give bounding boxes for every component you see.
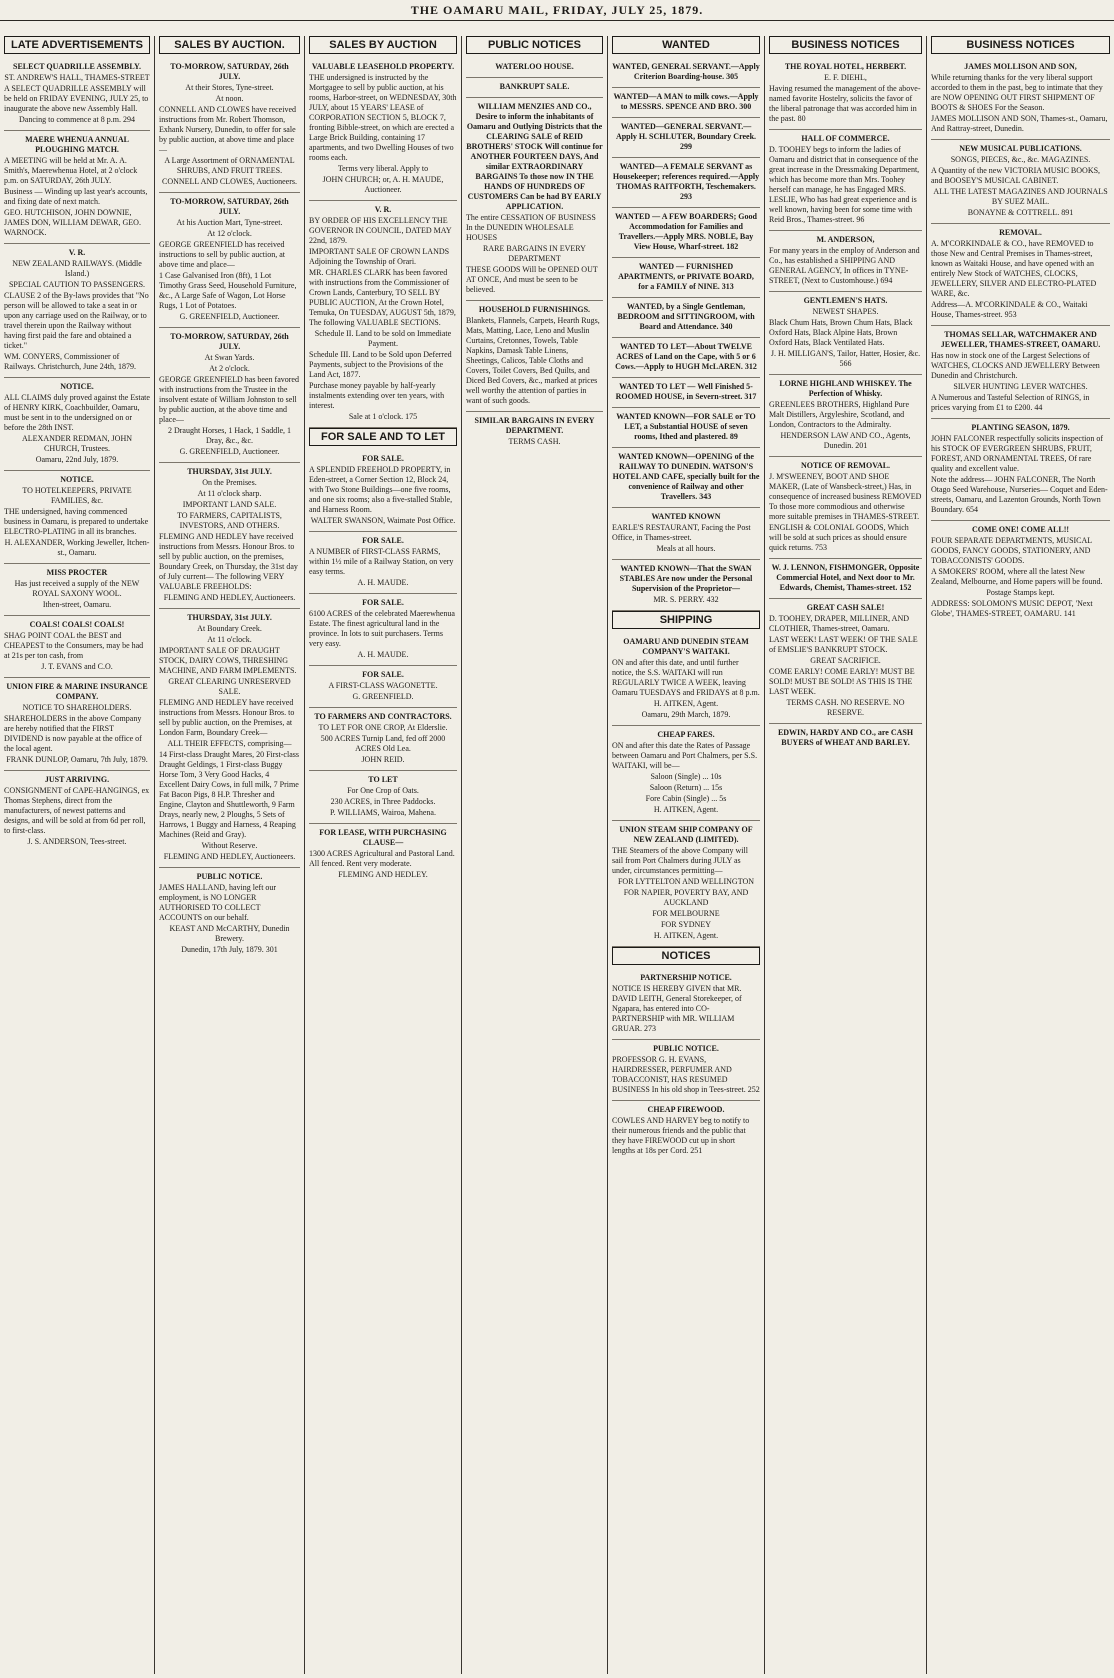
advertisement	[931, 58, 1110, 140]
advertisement	[612, 508, 760, 560]
ad-text: H. ALEXANDER, Working Jeweller, Itchen-st., Oamaru.	[4, 538, 150, 557]
ad-text: THE undersigned, having commenced business in Oamaru, is prepared to undertake ELECTRO-PLATING in all its branches.	[4, 507, 149, 536]
ad-text: GEO. HUTCHISON, JOHN DOWNIE, JAMES DON, WILLIAM DEWAR, GEO. WARNOCK.	[4, 208, 141, 237]
ad-text: COME EARLY! COME EARLY! MUST BE SOLD! MUST BE SOLD! AS THIS IS THE LAST WEEK.	[769, 667, 915, 696]
ad-text: At Boundary Creek.	[197, 624, 262, 633]
ad-text: THE undersigned is instructed by the Mortgagee to sell by public auction, at his rooms, Harbor-street, on WEDNESDAY, 30th JULY, about 15 YEARS' LEASE of CORPORATION SECTION 5, BLOCK 7, fronting Bibble-street, on which are erected a Large Brick Building, containing 17 apartments, and two Dwelling Houses of two rooms each.	[309, 73, 457, 162]
ad-text: THESE GOODS Will be OPENED OUT AT ONCE, And must be seen to be believed.	[466, 265, 598, 294]
ad-heading: FOR LEASE, WITH PURCHASING CLAUSE—	[319, 828, 447, 847]
advertisement	[309, 708, 457, 771]
ad-heading: V. R.	[374, 205, 392, 214]
ad-text: Address—A. M'CORKINDALE & CO., Waitaki House, Thames-street. 953	[931, 300, 1088, 319]
ad-heading: WANTED KNOWN—That the SWAN STABLES Are now under the Personal Supervision of the Proprietor—	[619, 564, 753, 593]
advertisement	[931, 140, 1110, 224]
advertisement	[159, 58, 300, 193]
ad-text: TO FARMERS, CAPITALISTS, INVESTORS, AND OTHERS.	[177, 511, 282, 530]
ad-heading: WANTED — FURNISHED APARTMENTS, or PRIVATE BOARD, for a FAMILY of NINE. 313	[618, 262, 754, 291]
ad-text: Fore Cabin (Single) ... 5s	[645, 794, 727, 803]
ad-heading: THOMAS SELLAR, WATCHMAKER AND JEWELLER, THAMES-STREET, OAMARU.	[940, 330, 1101, 349]
advertisement	[931, 224, 1110, 326]
ad-text: Postage Stamps kept.	[986, 588, 1055, 597]
ad-heading: UNION FIRE & MARINE INSURANCE COMPANY.	[6, 682, 148, 701]
ad-text: FOR SYDNEY	[660, 920, 711, 929]
column-business-notices-2	[927, 36, 1114, 1674]
ad-text: Dunedin, 17th July, 1879. 301	[181, 945, 278, 954]
ad-text: Oamaru, 22nd July, 1879.	[35, 455, 119, 464]
ad-text: SHAG POINT COAL the BEST and CHEAPEST to the Consumers, may be had at 21s per ton cash, from	[4, 631, 144, 660]
ad-heading: NOTICE.	[60, 382, 94, 391]
advertisement	[4, 678, 150, 771]
ad-text: LAST WEEK! LAST WEEK! OF THE SALE of EMSLIE'S BANKRUPT STOCK.	[769, 635, 918, 654]
ad-heading: FOR SALE.	[362, 670, 404, 679]
advertisement	[769, 130, 922, 231]
advertisement	[612, 1040, 760, 1101]
ad-heading: COME ONE! COME ALL!!	[971, 525, 1070, 534]
ad-text: Blankets, Flannels, Carpets, Hearth Rugs, Mats, Matting, Lace, Leno and Muslin Curtains, Cretonnes, Towels, Table Napkins, Damask Table Linens, Sheetings, Calicos, Table Cloths and Covers, Toilet Covers, Bed Quilts, and Diced Bed Covers, &c., marked at prices well worthy the attention of parties in want of such goods.	[466, 316, 600, 405]
ad-text: Schedule III. Land to be Sold upon Deferred Payments, subject to the Provisions of the Land Act, 1877.	[309, 350, 452, 379]
ad-text: JAMES HALLAND, having left our employment, is NO LONGER AUTHORISED TO COLLECT ACCOUNTS on our behalf.	[159, 883, 277, 922]
ad-text: Note the address— JOHN FALCONER, The North Otago Seed Warehouse, Nurseries— Coquet and Eden-streets, Oamaru, and Lazenton Grounds, North Town Boundary. 654	[931, 475, 1108, 514]
advertisement	[159, 609, 300, 868]
ad-heading: CHEAP FIREWOOD.	[647, 1105, 725, 1114]
advertisement	[612, 298, 760, 338]
ad-text: TERMS CASH.	[508, 437, 561, 446]
ad-text: Schedule II. Land to be sold on Immediate Payment.	[314, 329, 452, 348]
advertisement	[309, 666, 457, 708]
ad-text: ALL CLAIMS duly proved against the Estate of HENRY KIRK, Coachbuilder, Oamaru, must be sent in to the undersigned on or before the 28th INST.	[4, 393, 150, 432]
advertisement	[931, 521, 1110, 624]
advertisement	[612, 338, 760, 378]
ad-text: A SELECT QUADRILLE ASSEMBLY will be held on FRIDAY EVENING, JULY 25, to inaugurate the above new Assembly Hall.	[4, 84, 149, 113]
advertisement	[309, 58, 457, 201]
ad-heading: WANTED—A FEMALE SERVANT as Housekeeper; references required.—Apply THOMAS RAITFORTH, Teschemakers. 293	[612, 162, 760, 201]
ad-heading: THURSDAY, 31st JULY.	[187, 467, 272, 476]
advertisement	[4, 564, 150, 616]
ad-text: P. WILLIAMS, Wairoa, Mahena.	[330, 808, 436, 817]
advertisement	[769, 724, 922, 753]
ad-text: A. H. MAUDE.	[357, 650, 409, 659]
ad-heading: FOR SALE.	[362, 536, 404, 545]
ad-text: MR. S. PERRY. 432	[653, 595, 719, 604]
ad-heading: TO-MORROW, SATURDAY, 26th JULY.	[170, 197, 289, 216]
ad-text: J. H. MILLIGAN'S, Tailor, Hatter, Hosier, &c. 566	[770, 349, 921, 368]
ad-text: 2 Draught Horses, 1 Hack, 1 Saddle, 1 Dray, &c., &c.	[167, 426, 292, 445]
ad-text: Saloon (Return) ... 15s	[649, 783, 723, 792]
column-header: BUSINESS NOTICES	[769, 36, 922, 54]
ad-text: FLEMING AND HEDLEY have received instructions from Messrs. Honour Bros. to sell by public auction, on the Premises, at London Farm, Boundary Creek—	[159, 698, 295, 737]
ad-text: GREENLEES BROTHERS, Highland Pure Malt Distillers, Argyleshire, Scotland, and London, Contractors to the Admiralty.	[769, 400, 909, 429]
ad-heading: WANTED KNOWN—OPENING of the RAILWAY TO DUNEDIN. WATSON'S HOTEL AND CAFE, specially built for the convenience of Railway and other Travellers. 343	[612, 452, 760, 501]
advertisement	[612, 258, 760, 298]
ad-heading: GREAT CASH SALE!	[806, 603, 885, 612]
ad-text: TO LET FOR ONE CROP, At Elderslie.	[318, 723, 448, 732]
ad-heading: COALS! COALS! COALS!	[29, 620, 125, 629]
advertisement	[931, 326, 1110, 419]
column-late-advertisements	[0, 36, 155, 1674]
ad-heading: HOUSEHOLD FURNISHINGS.	[478, 305, 591, 314]
advertisement	[769, 457, 922, 559]
ad-text: CLAUSE 2 of the By-laws provides that "No person will be allowed to take a seat in or upon any carriage used on the Railway, or to travel therein upon the Railway without having first paid the fare and obtained a ticket."	[4, 291, 149, 350]
ad-text: JOHN FALCONER respectfully solicits inspection of his STOCK OF EVERGREEN SHRUBS, FRUIT, FOREST, AND ORNAMENTAL TREES, Of rare quality and excellent value.	[931, 434, 1104, 473]
advertisement	[309, 532, 457, 594]
ad-heading: NEW MUSICAL PUBLICATIONS.	[959, 144, 1082, 153]
ad-text: FOUR SEPARATE DEPARTMENTS, MUSICAL GOODS, FANCY GOODS, STATIONERY, AND TOBACCONISTS' GOODS.	[931, 536, 1092, 565]
advertisement	[309, 594, 457, 666]
ad-text: BONAYNE & COTTRELL. 891	[967, 208, 1074, 217]
ad-text: G. GREENFIELD, Auctioneer.	[179, 447, 280, 456]
advertisement	[612, 408, 760, 448]
advertisement	[4, 131, 150, 244]
advertisement	[159, 868, 300, 960]
ad-heading: WANTED—GENERAL SERVANT.—Apply H. SCHLUTER, Boundary Creek. 299	[615, 122, 757, 151]
ad-heading: FOR SALE.	[362, 454, 404, 463]
advertisement	[612, 58, 760, 88]
advertisement	[4, 771, 150, 852]
ad-text: At 11 o'clock sharp.	[197, 489, 262, 498]
ad-text: A FIRST-CLASS WAGONETTE.	[328, 681, 438, 690]
advertisement	[612, 726, 760, 821]
ad-text: For many years in the employ of Anderson and Co., has established a SHIPPING AND GENERAL AGENCY, In offices in TYNE-STREET, (Next to Customhouse.) 694	[769, 246, 920, 285]
advertisement	[769, 231, 922, 292]
ad-heading: LORNE HIGHLAND WHISKEY. The Perfection of Whisky.	[779, 379, 912, 398]
ad-text: FLEMING AND HEDLEY have received instructions from Messrs. Honour Bros. to sell by public auction, on the premises, Boundary Creek, on Thursday, the 31st day of July current— The following VERY VALUABLE FREEHOLDS:	[159, 532, 298, 591]
advertisement	[466, 78, 603, 98]
ad-heading: REMOVAL.	[999, 228, 1042, 237]
ad-text: NEWEST SHAPES.	[812, 307, 879, 316]
ad-heading: PUBLIC NOTICE.	[653, 1044, 719, 1053]
ad-text: A. M'CORKINDALE & CO., have REMOVED to those New and Central Premises in Thames-street, known as Waitaki House, and have opened with an entirely New Stock of WATCHES, CLOCKS, JEWELLERY, SILVER AND ELECTRO-PLATED WARE, &c.	[931, 239, 1097, 298]
ad-text: RARE BARGAINS IN EVERY DEPARTMENT	[483, 244, 586, 263]
ad-text: COWLES AND HARVEY beg to notify to their numerous friends and the public that they have FIREWOOD cut up in short lengths at 18s per Cord. 251	[612, 1116, 750, 1155]
ad-text: D. TOOHEY, DRAPER, MILLINER, AND CLOTHIER, Thames-street, Oamaru.	[769, 614, 910, 633]
ad-heading: WANTED—A MAN to milk cows.—Apply to MESSRS. SPENCE AND BRO. 300	[613, 92, 759, 111]
ad-text: WM. CONYERS, Commissioner of Railways. Christchurch, June 24th, 1879.	[4, 352, 136, 371]
ad-text: CONSIGNMENT of CAPE-HANGINGS, ex Thomas Stephens, direct from the manufacturers, of newest patterns and designs, and will be sold at from 6d per roll, to first-class.	[4, 786, 150, 835]
advertisement	[466, 98, 603, 301]
column-sales-by-auction-1	[155, 36, 305, 1674]
ad-heading: TO-MORROW, SATURDAY, 26th JULY.	[170, 62, 289, 81]
ad-text: H. AITKEN, Agent.	[653, 805, 719, 814]
ad-text: JOHN CHURCH; or, A. H. MAUDE, Auctioneer.	[322, 175, 444, 194]
ad-text: IMPORTANT LAND SALE.	[182, 500, 277, 509]
ad-text: At 12 o'clock.	[207, 229, 252, 238]
advertisement	[466, 58, 603, 78]
ad-text: BY ORDER OF HIS EXCELLENCY THE GOVERNOR IN COUNCIL, DATED MAY 22nd, 1879.	[309, 216, 452, 245]
ad-heading: NOTICE.	[60, 475, 94, 484]
ad-text: FRANK DUNLOP, Oamaru, 7th July, 1879.	[6, 755, 148, 764]
column-header: PUBLIC NOTICES	[466, 36, 603, 54]
ad-text: FOR LYTTELTON AND WELLINGTON	[617, 877, 754, 886]
ad-heading: W. J. LENNON, FISHMONGER, Opposite Commercial Hotel, and Next door to Mr. Edwards, Chemist, Thames-street. 152	[771, 563, 920, 592]
ad-text: KEAST AND McCARTHY, Dunedin Brewery.	[169, 924, 290, 943]
ad-text: Dancing to commence at 8 p.m. 294	[19, 115, 135, 124]
ad-heading: WANTED, by a Single Gentleman, BEDROOM and SITTINGROOM, with Board and Attendance. 340	[617, 302, 755, 331]
ad-text: GREAT SACRIFICE.	[810, 656, 881, 665]
ad-text: At their Stores, Tyne-street.	[185, 83, 274, 92]
ad-heading: OAMARU AND DUNEDIN STEAM COMPANY'S WAITAKI.	[623, 637, 749, 656]
ad-text: Terms very liberal. Apply to	[337, 164, 429, 173]
ad-heading: PARTNERSHIP NOTICE.	[640, 973, 732, 982]
advertisement	[612, 560, 760, 611]
ad-text: D. TOOHEY begs to inform the ladies of Oamaru and district that in consequence of the great increase in the Dressmaking Department, which has become more than Mrs. Toohey herself can manage, he has Engaged MRS. LESLIE, Who has had great experience and is well known, having been for some time with Reid Bros., Thames-street. 96	[769, 145, 920, 224]
ad-text: At noon.	[215, 94, 244, 103]
ad-text: 14 First-class Draught Mares, 20 First-class Draught Geldings, 1 First-class Buggy Horse Tom, 3 Very Good Hacks, 4 Excellent Dairy Cows, in full milk, 7 Prime Fat Bacon Pigs, 8 H.P. Thresher and Engine, Clayton and Shuttleworth, 9 Farm Drays, nearly new, 2 Ploughs, 5 Sets of Harrows, 1 Buggy and Harness, 4 Reaping Machines (Reid and Gray).	[159, 750, 299, 839]
ad-text: ALL THEIR EFFECTS, comprising—	[167, 739, 292, 748]
ad-text: H. AITKEN, Agent.	[653, 699, 719, 708]
advertisement	[769, 559, 922, 599]
ad-heading: HALL OF COMMERCE.	[801, 134, 890, 143]
ad-heading: MISS PROCTER	[46, 568, 108, 577]
advertisement	[309, 201, 457, 428]
ad-text: Purchase money payable by half-yearly instalments extending over ten years, with interest.	[309, 381, 445, 410]
column-sales-by-auction-2	[305, 36, 462, 1674]
ad-text: 1 Case Galvanised Iron (8ft), 1 Lot Timothy Grass Seed, Household Furniture, &c., A Large Safe of Wagon, Lot Horse Rugs, 1 Lot of Potatoes.	[159, 271, 297, 310]
advertisement	[159, 193, 300, 328]
column-header: LATE ADVERTISEMENTS	[4, 36, 150, 54]
ad-heading: BANKRUPT SALE.	[499, 82, 570, 91]
ad-text: SPECIAL CAUTION TO PASSENGERS.	[8, 280, 146, 289]
ad-heading: WANTED KNOWN—FOR SALE or TO LET, a Substantial HOUSE of seven rooms, Ithed and plastered. 89	[616, 412, 756, 441]
ad-heading: WANTED TO LET—About TWELVE ACRES of Land on the Cape, with 5 or 6 Cows.—Apply to HUGH McLAREN. 312	[615, 342, 757, 371]
advertisement	[612, 378, 760, 408]
advertisement	[309, 450, 457, 532]
ad-text: J. T. EVANS and C.O.	[41, 662, 113, 671]
ad-text: G. GREENFIELD.	[352, 692, 414, 701]
ad-heading: THURSDAY, 31st JULY.	[187, 613, 272, 622]
ad-text: Meals at all hours.	[656, 544, 716, 553]
ad-text: THE Steamers of the above Company will sail from Port Chalmers during JULY as under, circumstances permitting—	[612, 846, 748, 875]
masthead	[0, 0, 1114, 21]
ad-text: Ithen-street, Oamaru.	[42, 600, 112, 609]
ad-heading: EDWIN, HARDY AND CO., are CASH BUYERS of WHEAT AND BARLEY.	[777, 728, 914, 747]
ad-text: Having resumed the management of the above-named favorite Hostelry, solicits the favor of the liberal patronage that was accorded him in the past. 80	[769, 84, 921, 123]
ad-heading: GENTLEMEN'S HATS.	[803, 296, 888, 305]
ad-text: ENGLISH & COLONIAL GOODS, Which will be sold at such prices as should ensure quick returns. 753	[769, 523, 909, 552]
advertisement	[769, 58, 922, 130]
advertisement	[4, 471, 150, 564]
ad-text: ALL THE LATEST MAGAZINES AND JOURNALS BY SUEZ MAIL.	[933, 187, 1108, 206]
ad-text: TERMS CASH. NO RESERVE. NO RESERVE.	[786, 698, 905, 717]
advertisement	[466, 301, 603, 412]
ad-heading: WANTED, GENERAL SERVANT.—Apply Criterion Boarding-house. 305	[612, 62, 760, 81]
ad-text: A SPLENDID FREEHOLD PROPERTY, in Eden-street, a Corner Section 12, Block 24, with Two Stone Buildings—one five rooms, and one six rooms; also a five-stalled Stable, and Harness Room.	[309, 465, 453, 514]
masthead-title: THE OAMARU MAIL, FRIDAY, JULY 25, 1879.	[410, 2, 704, 17]
columns	[0, 36, 1114, 1674]
ad-text: The entire CESSATION OF BUSINESS In the DUNEDIN WHOLESALE HOUSES	[466, 213, 596, 242]
advertisement	[612, 1101, 760, 1161]
ad-text: Has now in stock one of the Largest Selections of WATCHES, CLOCKS AND JEWELLERY Between Dunedin and Christchurch.	[931, 351, 1100, 380]
ad-text: On the Premises.	[202, 478, 257, 487]
advertisement	[309, 771, 457, 824]
advertisement	[159, 463, 300, 609]
ad-text: GREAT CLEARING UNRESERVED SALE.	[168, 677, 291, 696]
ad-text: A Large Assortment of ORNAMENTAL SHRUBS, AND FRUIT TREES.	[164, 156, 295, 175]
ad-text: A. H. MAUDE.	[357, 578, 409, 587]
ad-text: JAMES MOLLISON AND SON, Thames-st., Oamaru, And Rattray-street, Dunedin.	[931, 114, 1108, 133]
ad-heading: PUBLIC NOTICE.	[196, 872, 263, 881]
ad-text: FOR NAPIER, POVERTY BAY, AND AUCKLAND	[623, 888, 749, 907]
ad-text: At 11 o'clock.	[207, 635, 252, 644]
ad-text: TO HOTELKEEPERS, PRIVATE FAMILIES, &c.	[22, 486, 132, 505]
ad-text: Black Chum Hats, Brown Chum Hats, Black Oxford Hats, Black Alpine Hats, Brown Oxford Hats, Black Ventilated Hats.	[769, 318, 913, 347]
column-header: SHIPPING	[612, 611, 760, 629]
ad-text: ST. ANDREW'S HALL, THAMES-STREET	[4, 73, 150, 82]
ad-heading: JUST ARRIVING.	[44, 775, 110, 784]
column-header: BUSINESS NOTICES	[931, 36, 1110, 54]
ad-text: H. AITKEN, Agent.	[653, 931, 719, 940]
ad-text: Has just received a supply of the NEW ROYAL SAXONY WOOL.	[14, 579, 140, 598]
ad-heading: WANTED — A FEW BOARDERS; Good Accommodation for Families and Travellers.—Apply MRS. NOBLE, Bay View House, Wharf-street. 182	[615, 212, 757, 251]
ad-heading: WANTED TO LET — Well Finished 5-ROOMED HOUSE, in Severn-street. 317	[615, 382, 757, 401]
ad-heading: PLANTING SEASON, 1879.	[971, 423, 1070, 432]
ad-heading: M. ANDERSON,	[816, 235, 875, 244]
column-header: WANTED	[612, 36, 760, 54]
column-business-notices-1	[765, 36, 927, 1674]
ad-text: ON and after this date, and until further notice, the S.S. WAITAKI will run REGULARLY TWICE A WEEK, leaving Oamaru TUESDAYS and FRIDAYS at 8 p.m.	[612, 658, 760, 697]
ad-heading: TO-MORROW, SATURDAY, 26th JULY.	[170, 332, 289, 351]
advertisement	[466, 412, 603, 452]
advertisement	[769, 292, 922, 375]
ad-text: At Swan Yards.	[204, 353, 255, 362]
ad-heading: SIMILAR BARGAINS IN EVERY DEPARTMENT.	[474, 416, 595, 435]
ad-text: ADDRESS: SOLOMON'S MUSIC DEPOT, 'Next Globe', THAMES-STREET, OAMARU. 141	[931, 599, 1093, 618]
ad-heading: VALUABLE LEASEHOLD PROPERTY.	[311, 62, 455, 71]
ad-text: FLEMING AND HEDLEY.	[338, 870, 428, 879]
ad-text: NOTICE IS HEREBY GIVEN that MR. DAVID LEITH, General Storekeeper, of Ngapara, has entered into CO-PARTNERSHIP with MR. WILLIAM GRUAR. 273	[612, 984, 742, 1033]
ad-text: 6100 ACRES of the celebrated Maerewhenua Estate. The finest agricultural land in the province. In lots to suit purchasers. Terms very easy.	[309, 609, 455, 648]
advertisement	[612, 158, 760, 208]
ad-heading: THE ROYAL HOTEL, HERBERT.	[784, 62, 907, 71]
ad-text: NOTICE TO SHAREHOLDERS.	[22, 703, 132, 712]
ad-heading: SELECT QUADRILLE ASSEMBLY.	[13, 62, 141, 71]
ad-text: EARLE'S RESTAURANT, Facing the Post Office, in Thames-street.	[612, 523, 751, 542]
ad-text: GEORGE GREENFIELD has been favored with instructions from the Trustee in the insolvent estate of William Johnston to sell by public auction, at the above time and place—	[159, 375, 299, 424]
column-header: SALES BY AUCTION.	[159, 36, 300, 54]
ad-text: HENDERSON LAW AND CO., Agents, Dunedin. 201	[780, 431, 911, 450]
ad-heading: WANTED KNOWN	[651, 512, 721, 521]
ad-text: G. GREENFIELD, Auctioneer.	[179, 312, 280, 321]
ad-heading: NOTICE OF REMOVAL.	[800, 461, 891, 470]
column-header: FOR SALE AND TO LET	[309, 428, 457, 446]
ad-text: GEORGE GREENFIELD has received instructions to sell by public auction, at above time and place—	[159, 240, 285, 269]
ad-text: Business — Winding up last year's accounts, and fixing date of next match.	[4, 187, 148, 206]
ad-text: While returning thanks for the very liberal support accorded to them in the past, beg to intimate that they are NOW OPENING OUT FIRST SHIPMENT OF BOOTS & SHOES For the Season.	[931, 73, 1103, 112]
column-header: NOTICES	[612, 947, 760, 965]
ad-text: SILVER HUNTING LEVER WATCHES.	[953, 382, 1088, 391]
column-header: SALES BY AUCTION	[309, 36, 457, 54]
ad-text: At 2 o'clock.	[209, 364, 250, 373]
ad-heading: JAMES MOLLISON AND SON,	[964, 62, 1077, 71]
ad-text: SHAREHOLDERS in the above Company are hereby notified that the FIRST DIVIDEND is now payable at the office of the local agent.	[4, 714, 142, 753]
ad-text: IMPORTANT SALE OF DRAUGHT STOCK, DAIRY COWS, THRESHING MACHINE, AND FARM IMPLEMENTS.	[159, 646, 297, 675]
ad-text: ALEXANDER REDMAN, JOHN CHURCH, Trustees.	[22, 434, 132, 453]
ad-text: Without Reserve.	[201, 841, 258, 850]
ad-text: IMPORTANT SALE OF CROWN LANDS Adjoining the Township of Orari.	[309, 247, 450, 266]
ad-heading: CHEAP FARES.	[657, 730, 715, 739]
ad-text: Oamaru, 29th March, 1879.	[641, 710, 731, 719]
advertisement	[769, 375, 922, 457]
advertisement	[612, 448, 760, 508]
ad-heading: TO LET	[368, 775, 398, 784]
ad-heading: TO FARMERS AND CONTRACTORS.	[314, 712, 452, 721]
advertisement	[612, 208, 760, 258]
ad-heading: MAERE WHENUA ANNUAL PLOUGHING MATCH.	[25, 135, 129, 154]
ad-text: Saloon (Single) ... 10s	[650, 772, 722, 781]
ad-text: For One Crop of Oats.	[347, 786, 419, 795]
advertisement	[4, 244, 150, 378]
ad-text: CONNELL AND CLOWES have received instructions from Mr. Robert Thomson, Exhank Nursery, Dunedin, to offer for sale by public auction, at above time and place—	[159, 105, 296, 154]
ad-text: Sale at 1 o'clock. 175	[348, 412, 418, 421]
advertisement	[612, 821, 760, 947]
ad-text: WALTER SWANSON, Waimate Post Office.	[310, 516, 456, 525]
advertisement	[4, 616, 150, 678]
advertisement	[612, 633, 760, 726]
ad-text: A Numerous and Tasteful Selection of RINGS, in prices varying from £1 to £200. 44	[931, 393, 1090, 412]
ad-text: ON and after this date the Rates of Passage between Oamaru and Port Chalmers, per S.S. WAITAKI, will be—	[612, 741, 758, 770]
ad-text: E. F. DIEHL,	[824, 73, 867, 82]
advertisement	[309, 824, 457, 885]
ad-text: PROFESSOR G. H. EVANS, HAIRDRESSER, PERFUMER AND TOBACCONIST, HAS RESUMED BUSINESS In his old shop in Tees-street. 252	[612, 1055, 760, 1094]
advertisement	[612, 88, 760, 118]
column-wanted	[608, 36, 765, 1674]
ad-text: FLEMING AND HEDLEY, Auctioneers.	[163, 852, 296, 861]
ad-text: 1300 ACRES Agricultural and Pastoral Land. All fenced. Rent very moderate.	[309, 849, 455, 868]
column-public-notices	[462, 36, 608, 1674]
ad-text: J. M'SWEENEY, BOOT AND SHOE MAKER, (Late of Wansbeck-street,) Has, in consequence of increased business REMOVED To those more commodious and otherwise more suitable premises in THAMES-STREET.	[769, 472, 922, 521]
ad-heading: UNION STEAM SHIP COMPANY OF NEW ZEALAND (LIMITED).	[619, 825, 753, 844]
ad-text: A SMOKERS' ROOM, where all the latest New Zealand, Melbourne, and Home papers will be found.	[931, 567, 1103, 586]
ad-text: A Quantity of the new VICTORIA MUSIC BOOKS, and BOOSEY'S MUSICAL CABINET.	[931, 166, 1101, 185]
ad-text: A MEETING will be held at Mr. A. A. Smith's, Maerewhenua Hotel, at 2 o'clock p.m. on SATURDAY, 26th JULY.	[4, 156, 138, 185]
ad-text: 500 ACRES Turnip Land, fed off 2000 ACRES Old Lea.	[320, 734, 446, 753]
advertisement	[612, 118, 760, 158]
advertisement	[769, 599, 922, 724]
ad-heading: WATERLOO HOUSE.	[495, 62, 574, 71]
ad-text: A NUMBER of FIRST-CLASS FARMS, within 1½ mile of a Railway Station, on very easy terms.	[309, 547, 454, 576]
advertisement	[159, 328, 300, 463]
ad-text: J. S. ANDERSON, Tees-street.	[27, 837, 127, 846]
ad-text: JOHN REID.	[361, 755, 405, 764]
ad-text: NEW ZEALAND RAILWAYS. (Middle Island.)	[12, 259, 142, 278]
ad-text: CONNELL AND CLOWES, Auctioneers.	[161, 177, 298, 186]
ad-text: At his Auction Mart, Tyne-street.	[176, 218, 283, 227]
advertisement	[931, 419, 1110, 521]
ad-text: MR. CHARLES CLARK has been favored with instructions from the Commissioner of Crown Lands, Canterbury, TO SELL BY PUBLIC AUCTION, At the Crown Hotel, Temuka, On TUESDAY, AUGUST 5th, 1879, The following VALUABLE SECTIONS.	[309, 268, 456, 327]
advertisement	[4, 378, 150, 471]
advertisement	[612, 969, 760, 1040]
ad-text: 230 ACRES, in Three Paddocks.	[330, 797, 436, 806]
ad-heading: FOR SALE.	[362, 598, 404, 607]
ad-text: FOR MELBOURNE	[652, 909, 720, 918]
ad-heading: V. R.	[68, 248, 86, 257]
ad-text: SONGS, PIECES, &c., &c. MAGAZINES.	[950, 155, 1091, 164]
ad-heading: WILLIAM MENZIES AND CO., Desire to inform the inhabitants of Oamaru and Outlying Districts that the CLEARING SALE of REID BROTHERS' STOCK Will continue for ANOTHER FOURTEEN DAYS, And similar EXTRAORDINARY BARGAINS To those now IN THE HANDS OF HUNDREDS OF CUSTOMERS Can be had BY EARLY APPLICATION.	[466, 102, 603, 211]
advertisement	[4, 58, 150, 131]
ad-text: FLEMING AND HEDLEY, Auctioneers.	[163, 593, 296, 602]
